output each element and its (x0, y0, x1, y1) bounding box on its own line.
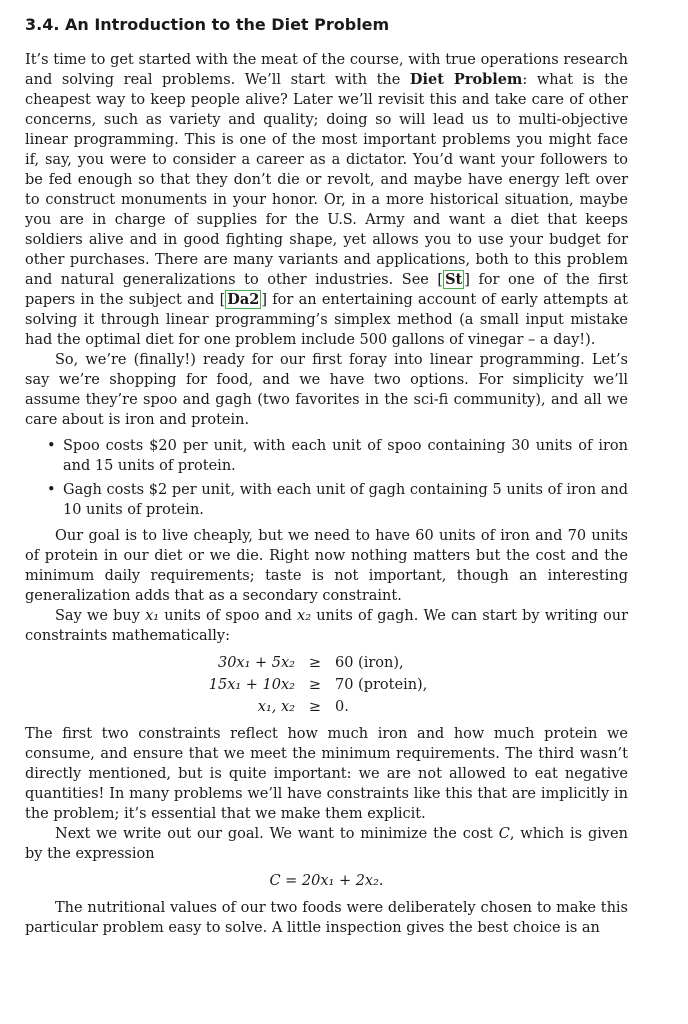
citation-da2[interactable]: Da2 (227, 291, 260, 308)
constraint-lhs: 15x₁ + 10x₂ (208, 677, 295, 693)
constraint-lhs: 30x₁ + 5x₂ (217, 655, 295, 671)
variables-paragraph (25, 606, 628, 646)
cost-equation: C = 20x₁ + 2x₂. (269, 873, 384, 889)
constraint-protein (25, 674, 628, 696)
list-item-gagh: • Gagh costs $2 per unit, with each unit of gagh containing 5 units of iron and 10 units of protein. (47, 480, 628, 520)
constraint-rhs: 60 (iron), (335, 655, 404, 671)
constraint-rhs: 70 (protein), (335, 677, 428, 693)
objective-paragraph (25, 824, 628, 864)
intro-text-3: for one of the first papers in the subject and (25, 272, 628, 308)
goal-paragraph: Our goal is to live cheaply, but we need to have 60 units of iron and 70 units of protein in our diet or we die. Right now nothing matters but the cost and the minimum daily requirements; taste is not important, though an interesting generalization adds that as a secondary constraint. (25, 528, 628, 604)
constraint-relation: ≥ (308, 699, 322, 715)
constraint-relation: ≥ (308, 655, 322, 671)
constraint-iron (25, 652, 628, 674)
document-page (25, 14, 628, 938)
intro-text-1: It’s time to get started with the meat of the course, with true operations research and solving real problems. We’ll start with the (25, 52, 628, 88)
constraint-nonnegative (25, 696, 628, 718)
cost-variable: C (498, 826, 510, 842)
list-item-spoo: • Spoo costs $20 per unit, with each unit of spoo containing 30 units of iron and 15 units of protein. (47, 436, 628, 476)
citation-st[interactable]: St (445, 271, 463, 288)
variable-x2: x₂ (297, 608, 312, 624)
objective-text-a: Next we write out our goal. We want to minimize the cost (55, 826, 499, 842)
objective-text-b: , which is given by the expression (25, 826, 628, 862)
section-heading: 3.4. An Introduction to the Diet Problem (25, 15, 390, 34)
intro-text-2: : what is the cheapest way to keep people alive? Later we’ll revisit this and take care of other concerns, such as variety and quality; doing so will lead us to multi-objective linear programming. This is one of the most important problems you might face if, say, you were to consider a career as a dictator. You’d want your followers to be fed enough so that they don’t die or revolt, and maybe have energy left over to construct monuments in your honor. Or, in a more historical situation, maybe you are in charge of supplies for the U.S. Army and want a diet that keeps soldiers alive and in good fighting shape, yet allows you to use your budget for other purchases. There are many variants and applications, both to this problem and natural generalizations to other industries. See (25, 72, 629, 288)
constraints-block (25, 652, 628, 718)
intro-text-4: for an entertaining account of early attempts at solving it through linear programming’s simplex method (a small input mistake had the optimal diet for one problem include 500 gallons of vinegar – a day!). (25, 292, 628, 348)
food-options-list (25, 436, 628, 520)
closing-paragraph: The nutritional values of our two foods were deliberately chosen to make this particular problem easy to solve. A little inspection gives the best choice is an (25, 900, 628, 936)
foray-paragraph: So, we’re (finally!) ready for our first foray into linear programming. Let’s say we’re shopping for food, and we have two options. For simplicity we’ll assume they’re spoo and gagh (two favorites in the sci-fi community), and all we care about is iron and protein. (25, 352, 628, 428)
constraint-relation: ≥ (308, 677, 322, 693)
variables-text-a: Say we buy (55, 608, 146, 624)
intro-paragraph: It’s time to get started with the meat of the course, with true operations research and solving real problems. We’ll start with the Diet Problem: what is the cheapest way to keep people alive? Later we’ll revisit this and take care of other concerns, such as variety and quality; doing so will lead us to multi-objective linear programming. This is one of the most important problems you might face if, say, you were to consider a career as a dictator. You’d want your followers to be fed enough so that they don’t die or revolt, and maybe have energy left over to construct monuments in your honor. Or, in a more historical situation, maybe you are in charge of supplies for the U.S. Army and want a diet that keeps soldiers alive and in good fighting shape, yet allows you to use your budget for other purchases. There are many variants and applications, both to this problem and natural generalizations to other industries. See [ St ] for one of the first papers in the subject and [ Da2 ] for an entertaining account of early attempts at solving it through linear programming’s simplex method (a small input mistake had the optimal diet for one problem include 500 gallons of vinegar – a day!). (25, 52, 629, 348)
diet-problem-term: Diet Problem (409, 71, 523, 88)
constraint-rhs: 0. (335, 699, 349, 715)
constraint-lhs: x₁, x₂ (257, 699, 295, 715)
variables-text-b: units of spoo and (159, 608, 298, 624)
variables-text-c: units of gagh. We can start by writing our constraints mathematically: (25, 608, 628, 644)
explanation-paragraph: The first two constraints reflect how much iron and how much protein we consume, and ensure that we meet the minimum requirements. The third wasn’t directly mentioned, but is quite important: we are not allowed to eat negative quantities! In many problems we’ll have constraints like this that are implicitly in the problem; it’s essential that we make them explicit. (25, 726, 628, 822)
variable-x1: x₁ (145, 608, 160, 624)
